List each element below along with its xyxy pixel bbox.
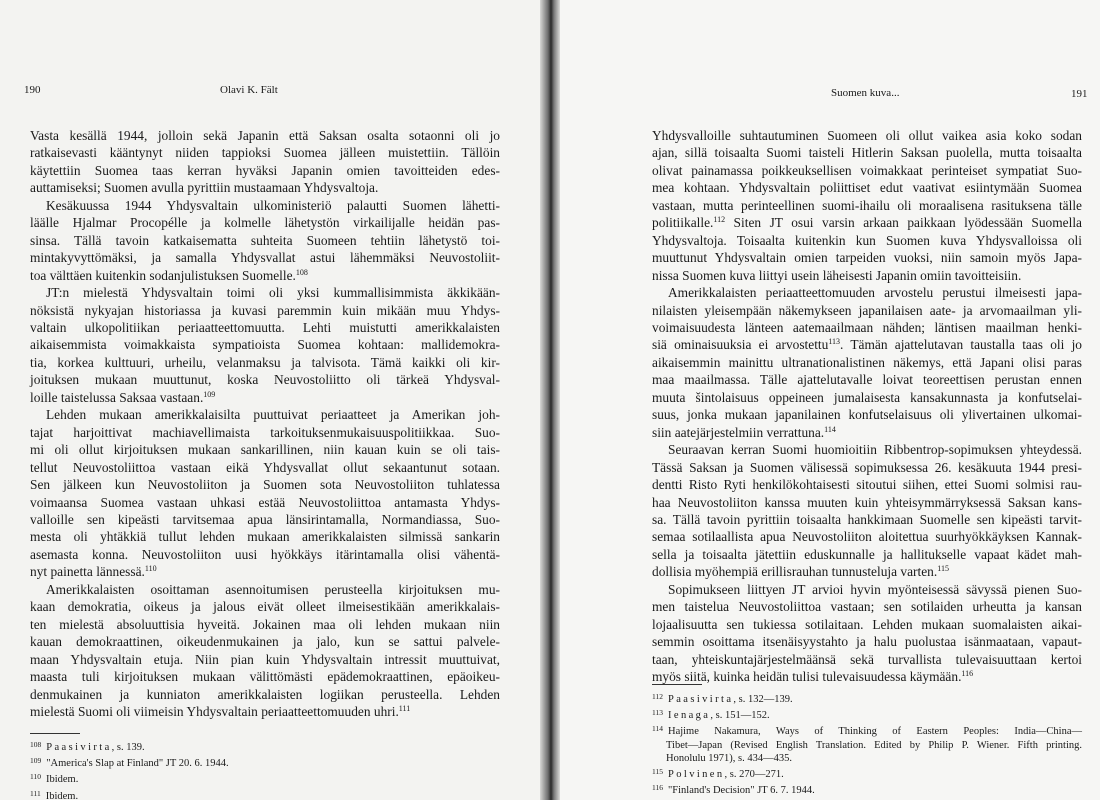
text-line-content: Lehden mukaan amerikkalaisilta puuttuivat periaatteet ja Amerikan joh-: [46, 407, 500, 423]
footnote-text: , s. 270—271.: [724, 769, 784, 781]
text-line: [30, 703, 500, 720]
footnote: [652, 752, 1082, 765]
text-line: [652, 197, 1082, 214]
footnote-number: 116: [652, 783, 663, 793]
text-line-content: valtain ulkopolitiikan periaatteettomuutta. Lehti muistutti amerikkalaisten: [30, 319, 500, 335]
footnote-ref: 115: [937, 564, 949, 574]
text-line-content: sinsa. Tällä tavoin katkaisematta suhteita Suomeen tehtiin lähetystö toi-: [30, 232, 500, 248]
text-line-content: denmukainen ja kunniaton amerikkalaisten logiikan perusteella. Lehden: [30, 686, 500, 702]
text-line-content: mi oli ollut kirjoituksen mukaan sankarillinen, niin kauan kuin se oli tais-: [30, 442, 500, 458]
text-line-content: kaan demokratia, oikeus ja jalous eivät olleet ilmeisestikään amerikkalais-: [30, 599, 500, 615]
footnote-ref: 113: [828, 337, 841, 347]
text-line: [30, 197, 500, 214]
right-page: [552, 0, 1100, 800]
text-line: [30, 668, 500, 685]
text-line: [30, 144, 500, 161]
text-line: [652, 528, 1082, 545]
text-line-content: nyt painetta lännessä.: [30, 564, 145, 580]
text-line-content: tajat harjoittivat machiavellimaista tarkoituksenmukaisuuspolitiikkaa. Suo-: [30, 424, 500, 440]
footnote: [652, 722, 1082, 738]
text-line-content: haa Neuvostoliiton kanssa muuten kuin yhteisymmärryksessä Saksan kans-: [652, 494, 1082, 510]
text-line: [30, 232, 500, 249]
text-line-content: nissa Suomen kuva liittyi usein läheisesti Japanin omiin tavoitteisiin.: [652, 267, 1022, 283]
text-line: [30, 424, 500, 441]
text-line-content: mintakyvyttömäksi, ja samalla Yhdysvallat astui lähemmäksi Neuvostoliit-: [30, 250, 500, 266]
text-line-content: sa. Tällä tavoin pyrittiin toisaalta hankkimaan Suomelle sen kipeästi tarvit-: [652, 511, 1082, 527]
text-line-content: Amerikkalaisten periaatteettomuuden arvostelu perustui ilmeisesti japa-: [668, 285, 1082, 301]
text-line: [652, 144, 1082, 161]
footnote-ref: 116: [961, 669, 974, 679]
text-line: [652, 476, 1082, 493]
text-line-content: men taistelua Neuvostoliittoa vastaan; sen sotilaiden urheutta ja kansan: [652, 599, 1082, 615]
text-line: [30, 494, 500, 511]
footnote-ref: 109: [203, 389, 216, 399]
text-line-content: suus, jonka mukaan japanilainen konfutselaisuus oli ylivertainen ulkomai-: [652, 407, 1082, 423]
text-line: [30, 371, 500, 388]
text-line-content: Vasta kesällä 1944, jolloin sekä Japanin että Saksan osalta sotaonni oli jo: [30, 128, 500, 143]
footnote-ref: 108: [295, 267, 308, 277]
text-line: [30, 354, 500, 371]
text-line: [30, 214, 500, 231]
text-line: [652, 633, 1082, 650]
text-line: [652, 668, 1082, 685]
footnote-ref: 110: [144, 564, 157, 574]
text-line-content: JT:n mielestä Yhdysvaltain toimi oli yksi kummallisimmista äkkikään-: [46, 285, 500, 301]
text-line: [30, 302, 500, 319]
text-line: [652, 563, 1082, 580]
footnote-author: Ienaga: [667, 710, 711, 722]
footnote: [30, 770, 500, 786]
footnote-text: Honolulu 1971), s. 434—435.: [666, 752, 792, 764]
text-line-content: tia, korkea kulttuuri, urheilu, velanmaksu ja talvisota. Tämä kaikki oli kir-: [30, 354, 500, 370]
text-line: [652, 441, 1082, 458]
text-line-content: Yhdysvalloille suhtautuminen Suomeen oli ollut vaikea asia koko sodan: [652, 128, 1082, 143]
footnote: [652, 781, 1082, 797]
text-line: [30, 528, 500, 545]
text-line-content: dentti Risto Ryti henkilökohtaisesti sitoutui siihen, ettei Suomi solmisi rau-: [652, 477, 1082, 493]
footnote: [652, 765, 1082, 781]
running-head: Olavi K. Fält: [220, 84, 278, 96]
text-line: [30, 441, 500, 458]
text-line-content: nöksistä nykyajan historiassa ja kuvasi paremmin kuin mikään muu Yhdys-: [30, 302, 500, 318]
text-line-content: Kesäkuussa 1944 Yhdysvaltain ulkoministeriö palautti Suomen lähetti-: [46, 197, 500, 213]
text-line-content: myös siitä, kuinka heidän tulisi tulevaisuudessa käymään.: [652, 669, 962, 685]
text-line: [30, 616, 500, 633]
text-line: [652, 319, 1082, 336]
body-text: [652, 127, 1082, 686]
footnote-number: 110: [30, 772, 41, 782]
text-line: [652, 284, 1082, 301]
text-line-content: muuta šintolaisuus oppeineen jumalaisesta kansakunnasta ja konfutselai-: [652, 389, 1082, 405]
footnote: [652, 706, 1082, 722]
text-line-content: toa välttäen kuitenkin sodanjulistuksen Suomelle.: [30, 267, 296, 283]
text-line-content: semaa sotilaallista apua Neuvostoliiton aloitettua suurhyökkäyksen Kannak-: [652, 529, 1082, 545]
text-line: [30, 476, 500, 493]
text-line-content: ratkaisevasti kääntynyt niiden tappioksi Suomea jälleen muistettiin. Tällöin: [30, 145, 500, 161]
text-line: [30, 459, 500, 476]
text-line-content: dollisia myöhempiä erillisrauhan tunnusteluja varten.: [652, 564, 938, 580]
page-number: 191: [1071, 88, 1088, 100]
text-line: [652, 354, 1082, 371]
footnote-ref: 111: [398, 703, 411, 713]
text-line: [30, 651, 500, 668]
text-line: [30, 127, 500, 144]
text-line-content: politiikalle.: [652, 215, 714, 231]
text-line-content: maa maailmassa. Tälle ajattelutavalle loivat teoreettisen perustan ennen: [652, 372, 1082, 388]
text-line: [652, 651, 1082, 668]
text-line-content: Seuraavan kerran Suomi huomioitiin Ribbentrop-sopimuksen yhteydessä.: [668, 442, 1082, 458]
text-line: [30, 389, 500, 406]
text-line-content: maasta tuli kirjoituksen mukaan välittömästi epädemokraattinen, epäoikeu-: [30, 669, 500, 685]
text-line: [652, 232, 1082, 249]
text-line-content: kauan demokraattinen, oikeudenmukainen ja jalo, kun se sattui palvele-: [30, 634, 500, 650]
text-line: [652, 302, 1082, 319]
text-line-content: mea kohtaan. Yhdysvaltain poliittiset edut vaativat esiintymään Suomea: [652, 180, 1082, 196]
text-line-content: asemasta konna. Neuvostoliiton uusi hyökkäys itärintamalla olisi vähentä-: [30, 546, 500, 562]
footnotes: [30, 738, 500, 800]
text-line: [30, 686, 500, 703]
text-line-content: tellut Neuvostoliittoa vastaan eikä Yhdysvallat ollut sekaantunut sotaan.: [30, 459, 500, 475]
footnote-text: Hajime Nakamura, Ways of Thinking of Eastern Peoples: India—China—: [667, 726, 1082, 738]
text-line-content: semmin osoittama itsenäisyystahto ja halu puolustaa isänmaataan, vapaut-: [652, 634, 1082, 650]
text-line: [30, 633, 500, 650]
footnote-text: "Finland's Decision" JT 6. 7. 1944.: [667, 785, 815, 797]
footnote: [652, 739, 1082, 752]
text-line-content: läälle Hjalmar Procopélle ja kolmelle lähetystön virkailijalle heidän pas-: [30, 215, 500, 231]
text-line: [30, 546, 500, 563]
text-line-content: voimaansa Suomea vastaan uhkasi estää Neuvostoliittoa antamasta Yhdys-: [30, 494, 500, 510]
footnote-rule: [652, 684, 702, 685]
text-line-content: lojaalisuutta sen tukiessa sotilaitaan. Lehden mukaan suomalaisten aikai-: [652, 616, 1082, 632]
footnote: [30, 787, 500, 800]
text-line: [652, 127, 1082, 144]
text-line-content: Yhdysvaltoja. Toisaalta kuitenkin kun Suomen kuva Yhdysvalloissa oli: [652, 232, 1082, 248]
footnote-number: 108: [30, 740, 42, 749]
text-line: [652, 598, 1082, 615]
footnote: [30, 738, 500, 754]
text-line: [652, 371, 1082, 388]
text-line-continuation: Siten JT osui varsin arkaan paikkaan lyödessään Suomella: [725, 215, 1082, 231]
text-line: [30, 319, 500, 336]
text-line: [652, 546, 1082, 563]
text-line-content: loille taistelussa Saksaa vastaan.: [30, 389, 204, 405]
text-line: [30, 406, 500, 423]
footnote: [30, 754, 500, 770]
running-head: Suomen kuva...: [831, 87, 900, 99]
text-line: [652, 267, 1082, 284]
footnote-ref: 112: [713, 215, 726, 225]
footnotes: [652, 690, 1082, 797]
text-line-content: valloille sen kipeästi tarvitsemaa apua länsirintamalla, Normandiassa, Suo-: [30, 511, 500, 527]
text-line-content: aikaisemmin mainittu ultranationalistinen näkemys, että Japani olisi paras: [652, 354, 1082, 370]
text-line-content: vastaan, mutta perinteellinen suomi-ihailu oli moraalisena rasituksena tälle: [652, 197, 1082, 213]
footnote-text: , s. 139.: [111, 742, 145, 753]
text-line: [652, 214, 1082, 231]
text-line: [30, 598, 500, 615]
footnote-number: 111: [30, 788, 41, 798]
text-line-content: Tässä Saksan ja Suomen välisessä sopimuksessa 26. kesäkuuta 1944 presi-: [652, 459, 1082, 475]
footnote-ref: 114: [824, 424, 836, 434]
text-line: [652, 459, 1082, 476]
left-page: [0, 0, 548, 800]
text-line-content: muuttunut Yhdysvaltain omien tarpeiden vuoksi, niin samoin myös Japa-: [652, 250, 1082, 266]
footnote-rule: [30, 733, 80, 734]
footnote: [652, 690, 1082, 706]
footnote-number: 109: [30, 756, 42, 766]
text-line-content: taan, yhteiskuntajärjestelmäänsä sekä turvallista tulevaisuuttaan kertoi: [652, 651, 1082, 667]
text-line-content: mesta oli yhtäkkiä tullut lehden mukaan amerikkalaisten silmissä sankarin: [30, 529, 500, 545]
text-line-content: voimaisuudesta länteen aatemaailmaan nähden; läntisen maailman henki-: [652, 319, 1082, 335]
text-line-continuation: . Tämän ajattelutavan taustalla taas oli jo: [840, 337, 1082, 353]
text-line-content: siin aatejärjestelmiin verrattuna.: [652, 424, 825, 440]
text-line-content: käytettiin Suomea taas kerran hyväksi Japanin omien tavoitteiden edes-: [30, 162, 500, 178]
page-number: 190: [24, 84, 41, 96]
text-line-content: maan Yhdysvaltain etuja. Niin pian kuin Yhdysvaltain intressit muuttuivat,: [30, 651, 500, 667]
text-line-content: Sopimukseen liittyen JT arvioi hyvin myönteisessä sävyssä pienen Suo-: [668, 581, 1082, 597]
text-line: [30, 581, 500, 598]
footnote-author: Paasivirta: [46, 742, 112, 753]
text-line: [652, 406, 1082, 423]
text-line: [652, 424, 1082, 441]
text-line: [30, 563, 500, 580]
text-line-content: nilaisten yleisempään näkemykseen japanilaisen aate- ja arvomaailman yli-: [652, 302, 1082, 318]
text-line: [652, 511, 1082, 528]
footnote-author: Paasivirta: [667, 694, 734, 705]
text-line: [30, 249, 500, 266]
text-line-content: auttamiseksi; Suomen avulla pyrittiin mustaamaan Yhdysvaltoja.: [30, 180, 379, 196]
text-line-content: aikaisemmista voimakkaista sympatioista Suomea kohtaan: mallidemokra-: [30, 337, 500, 353]
text-line-content: ten mielestä absoluuttisia hyveitä. Jokainen maa oli lehden mukaan niin: [30, 616, 500, 632]
text-line: [652, 179, 1082, 196]
footnote-text: Tibet—Japan (Revised English Translation. Edited by Philip P. Wiener. Fifth printing.: [666, 739, 1082, 751]
text-line: [30, 162, 500, 179]
footnote-text: Ibidem.: [45, 774, 79, 786]
footnote-author: Polvinen: [667, 769, 725, 781]
footnote-text: , s. 151—152.: [710, 710, 770, 722]
text-line: [652, 389, 1082, 406]
footnote-number: 115: [652, 767, 663, 777]
footnote-number: 112: [652, 692, 663, 701]
text-line: [652, 616, 1082, 633]
text-line: [652, 336, 1082, 353]
text-line-content: siä ominaisuuksia ei arvostettu: [652, 337, 829, 353]
text-line-content: Amerikkalaisten osoittaman asennoitumisen perusteella kirjoituksen mu-: [46, 581, 500, 597]
text-line: [652, 494, 1082, 511]
text-line-content: olivat painamassa poikkeuksellisen voimakkaat perinteiset sympatiat Suo-: [652, 162, 1082, 178]
text-line: [30, 284, 500, 301]
text-line-content: mielestä Suomi oli viimeisin Yhdysvaltain periaatteettomuuden uhri.: [30, 703, 399, 719]
text-line-content: joituksen mukaan muuttunut, koska Neuvostoliitto oli tärkeä Yhdysval-: [30, 372, 500, 388]
body-text: [30, 127, 500, 720]
text-line-content: sella ja toisaalta jätettiin eduskunnalle ja hallitukselle vapaat kädet mah-: [652, 546, 1082, 562]
footnote-number: 113: [652, 708, 663, 718]
book-gutter: [540, 0, 560, 800]
text-line-content: Sen jälkeen kun Neuvostoliiton ja Suomen sota Neuvostoliiton tuhlatessa: [30, 477, 500, 493]
text-line: [30, 511, 500, 528]
footnote-text: "America's Slap at Finland" JT 20. 6. 1944.: [46, 758, 229, 770]
text-line: [652, 162, 1082, 179]
text-line: [652, 581, 1082, 598]
text-line: [652, 249, 1082, 266]
text-line: [30, 336, 500, 353]
text-line-content: ajan, sillä toisaalta Suomi taisteli Hitlerin Saksan puolella, mutta toisaalta: [652, 145, 1082, 161]
footnote-text: , s. 132—139.: [733, 694, 793, 705]
text-line: [30, 267, 500, 284]
text-line: [30, 179, 500, 196]
footnote-text: Ibidem.: [45, 790, 79, 800]
footnote-number: 114: [652, 724, 663, 734]
